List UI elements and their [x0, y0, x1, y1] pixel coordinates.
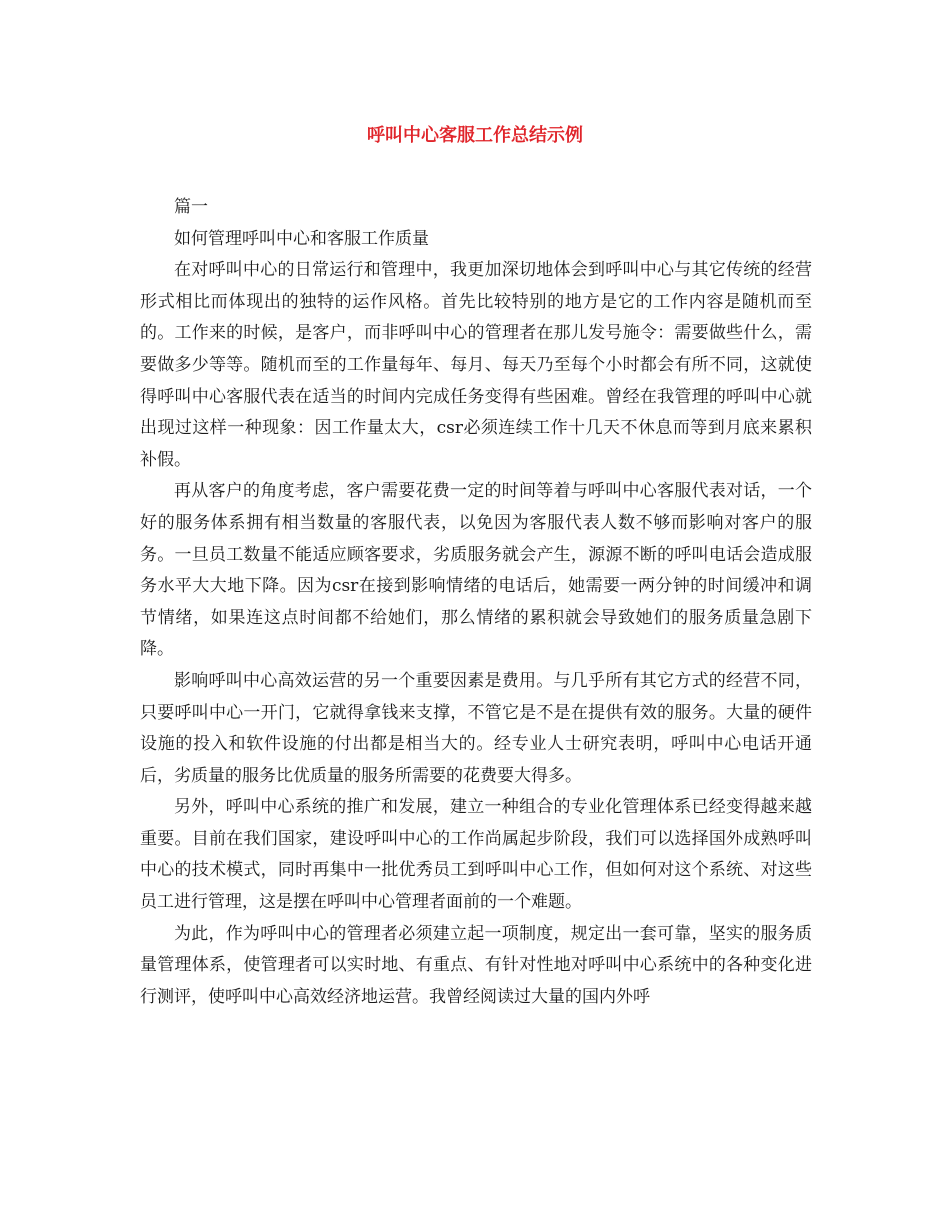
paragraph: 为此，作为呼叫中心的管理者必须建立起一项制度，规定出一套可靠，坚实的服务质量管理体系，使管理者可以实时地、有重点、有针对性地对呼叫中心系统中的各种变化进行测评，使呼叫中心高效经济地运营。我曾经阅读过大量的国内外呼 [140, 923, 812, 1007]
paragraph: 在对呼叫中心的日常运行和管理中，我更加深切地体会到呼叫中心与其它传统的经营形式相比而体现出的独特的运作风格。首先比较特别的地方是它的工作内容是随机而至的。工作来的时候，是客户，而非呼叫中心的管理者在那儿发号施令：需要做些什么，需要做多少等等。随机而至的工作量每年、每月、每天乃至每个小时都会有所不同，这就使得呼叫中心客服代表在适当的时间内完成任务变得有些困难。曾经在我管理的呼叫中心就出现过这样一种现象：因工作量太大，csr必须连续工作十几天不休息而等到月底来累积补假。 [140, 260, 812, 470]
paragraph: 影响呼叫中心高效运营的另一个重要因素是费用。与几乎所有其它方式的经营不同，只要呼叫中心一开门，它就得拿钱来支撑，不管它是不是在提供有效的服务。大量的硬件设施的投入和软件设施的付出都是相当大的。经专业人士研究表明，呼叫中心电话开通后，劣质量的服务比优质量的服务所需要的花费要大得多。 [140, 670, 812, 786]
paragraph: 再从客户的角度考虑，客户需要花费一定的时间等着与呼叫中心客服代表对话，一个好的服务体系拥有相当数量的客服代表，以免因为客服代表人数不够而影响对客户的服务。一旦员工数量不能适应顾客要求，劣质服务就会产生，源源不断的呼叫电话会造成服务水平大大地下降。因为csr在接到影响情绪的电话后，她需要一两分钟的时间缓冲和调节情绪，如果连这点时间都不给她们，那么情绪的累积就会导致她们的服务质量急剧下降。 [140, 481, 812, 660]
document-title: 呼叫中心客服工作总结示例 [367, 125, 583, 146]
section-subtitle: 如何管理呼叫中心和客服工作质量 [174, 228, 429, 249]
document-body [140, 192, 812, 1013]
section-label: 篇一 [174, 197, 208, 217]
paragraph: 另外，呼叫中心系统的推广和发展，建立一种组合的专业化管理体系已经变得越来越重要。目前在我们国家，建设呼叫中心的工作尚属起步阶段，我们可以选择国外成熟呼叫中心的技术模式，同时再集中一批优秀员工到呼叫中心工作，但如何对这个系统、对这些员工进行管理，这是摆在呼叫中心管理者面前的一个难题。 [140, 797, 812, 913]
